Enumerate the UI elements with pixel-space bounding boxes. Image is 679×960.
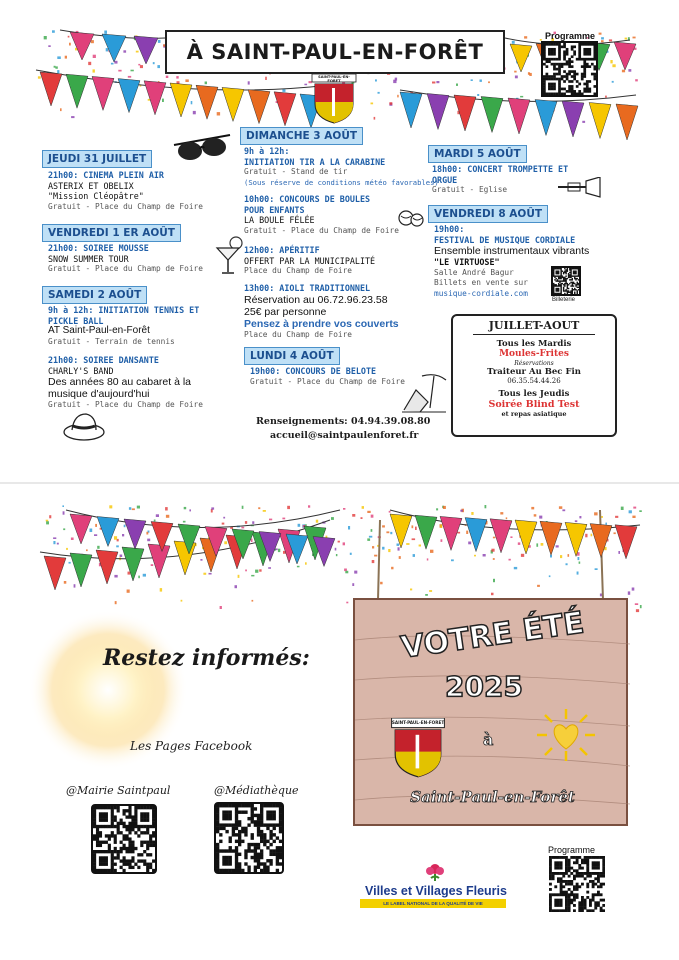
billeterie-label: Billeterie	[552, 297, 576, 303]
summer-2025-sign	[353, 598, 628, 826]
event-block: 21h00: CINEMA PLEIN AIR ASTERIX ET OBELIX "Mission Cléopâtre" Gratuit - Place du Champ de Foire	[48, 170, 203, 211]
day-heading: MARDI 5 AOÛT	[428, 145, 527, 163]
stay-informed-heading: Restez informés:	[103, 645, 310, 671]
event-block: 19h00: FESTIVAL DE MUSIQUE CORDIALE Ensemble instrumentaux vibrants "LE VIRTUOSE" Salle André Bagur Billets en vente sur musique-cordiale.com	[434, 224, 590, 298]
event-block: 9h à 12h: INITIATION TIR A LA CARABINE Gratuit - Stand de tir (Sous réserve de conditions météo favorables)	[244, 146, 439, 187]
day-heading: DIMANCHE 3 AOÛT	[240, 127, 363, 145]
event-block: 18h00: CONCERT TROMPETTE ET ORGUE Gratuit - Eglise	[432, 164, 569, 195]
crest-icon: SAINT-PAUL-EN-FORET	[311, 74, 357, 124]
day-heading: SAMEDI 2 AOÛT	[42, 286, 147, 304]
programme-label: Programme	[548, 845, 596, 855]
label-name: Villes et Villages Fleuris	[365, 884, 507, 898]
event-block: 21h00: SOIREE MOUSSE SNOW SUMMER TOUR Gratuit - Place du Champ de Foire	[48, 243, 203, 274]
page-title: À SAINT-PAUL-EN-FORÊT	[165, 30, 505, 74]
event-block: 9h à 12h: INITIATION TENNIS ET PICKLE BALL AT Saint-Paul-en-Forêt Gratuit - Terrain de tennis	[48, 305, 200, 346]
day-heading: VENDREDI 1 ER AOÛT	[42, 224, 181, 242]
sign-preposition: à	[483, 730, 494, 749]
sign-year: 2025	[445, 670, 523, 703]
programme-label: Programme	[545, 31, 596, 41]
label-tagline: LE LABEL NATIONAL DE LA QUALITÉ DE VIE	[360, 899, 506, 908]
mediatheque-facebook-qr-code[interactable]	[214, 802, 284, 874]
day-heading: JEUDI 31 JUILLET	[42, 150, 152, 168]
event-block: 12h00: APÉRITIF OFFERT PAR LA MUNICIPALITÉ Place du Champ de Foire	[244, 245, 376, 276]
contact-email[interactable]: accueil@saintpaulenforet.fr	[270, 430, 419, 441]
facebook-pages-label: Les Pages Facebook	[130, 739, 253, 753]
event-block: 19h00: CONCOURS DE BELOTE Gratuit - Place du Champ de Foire	[250, 366, 405, 386]
programme-qr-code[interactable]	[549, 856, 605, 912]
summer-recurring-events-box: JUILLET-AOUT Tous les Mardis Moules-Frites Réservations Traiteur Au Bec Fin 06.35.54.44.26 Tous les Jeudis Soirée Blind Test et repas asiatique	[451, 314, 617, 437]
event-block: 10h00: CONCOURS DE BOULES POUR ENFANTS LA BOULE FÉLÉE Gratuit - Place du Champ de Foire	[244, 194, 399, 235]
mairie-facebook-qr-code[interactable]	[91, 804, 157, 874]
facebook-handle-mairie[interactable]: @Mairie Saintpaul	[66, 784, 171, 797]
contact-phone: Renseignements: 04.94.39.08.80	[256, 416, 431, 427]
crest-icon: SAINT-PAUL-EN-FORET	[389, 718, 447, 778]
event-block: 13h00: AIOLI TRADITIONNEL Réservation au 06.72.96.23.58 25€ par personne Pensez à prendre vos couverts Place du Champ de Foire	[244, 283, 399, 339]
facebook-handle-mediatheque[interactable]: @Médiathèque	[214, 784, 299, 797]
event-block: 21h00: SOIREE DANSANTE CHARLY'S BAND Des années 80 au cabaret à la musique d'aujourd'hui Gratuit - Place du Champ de Foire	[48, 355, 203, 410]
day-heading: VENDREDI 8 AOÛT	[428, 205, 548, 223]
sign-town: Saint-Paul-en-Forêt	[410, 788, 575, 806]
sign-title: VOTRE ÉTÉ	[398, 605, 587, 666]
day-heading: LUNDI 4 AOÛT	[244, 347, 340, 365]
